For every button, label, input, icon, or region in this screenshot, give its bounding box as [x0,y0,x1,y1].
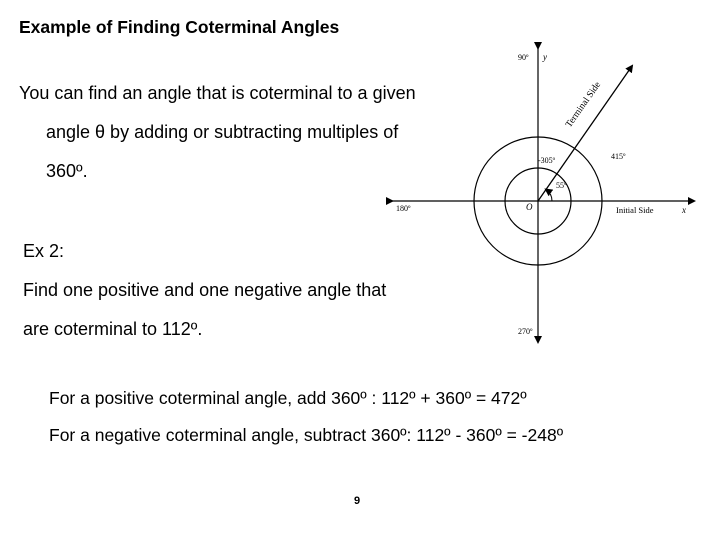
example-line-2: are coterminal to 112º. [23,319,203,339]
label-180: 180º [396,204,411,213]
label-415: 415º [611,152,626,161]
page-number: 9 [354,495,361,507]
terminal-side [538,66,632,201]
answer-negative: For a negative coterminal angle, subtract 360º: 112º - 360º = -248º [49,425,564,445]
label-origin: O [526,202,533,212]
answers-block [49,380,709,454]
answer-positive: For a positive coterminal angle, add 360º : 112º + 360º = 472º [49,388,527,408]
label-terminal-side: Terminal Side [564,80,604,130]
example-line-1: Find one positive and one negative angle that [23,280,387,300]
label-x: x [682,205,686,215]
slide-title: Example of Finding Coterminal Angles [19,17,340,37]
angle-arc-55 [546,190,552,202]
label-90: 90º [518,53,529,62]
label-55: 55º [556,181,567,190]
label-neg305: -305º [538,156,556,165]
label-270: 270º [518,327,533,336]
example-label: Ex 2: [23,241,65,261]
intro-line-2: angle θ by adding or subtracting multiples of [46,122,399,142]
label-y: y [543,52,547,62]
coterminal-angle-diagram [382,42,704,354]
intro-line-1: You can find an angle that is coterminal to a given [19,83,416,103]
intro-line-3: 360º. [46,161,88,181]
label-initial-side: Initial Side [616,205,654,215]
